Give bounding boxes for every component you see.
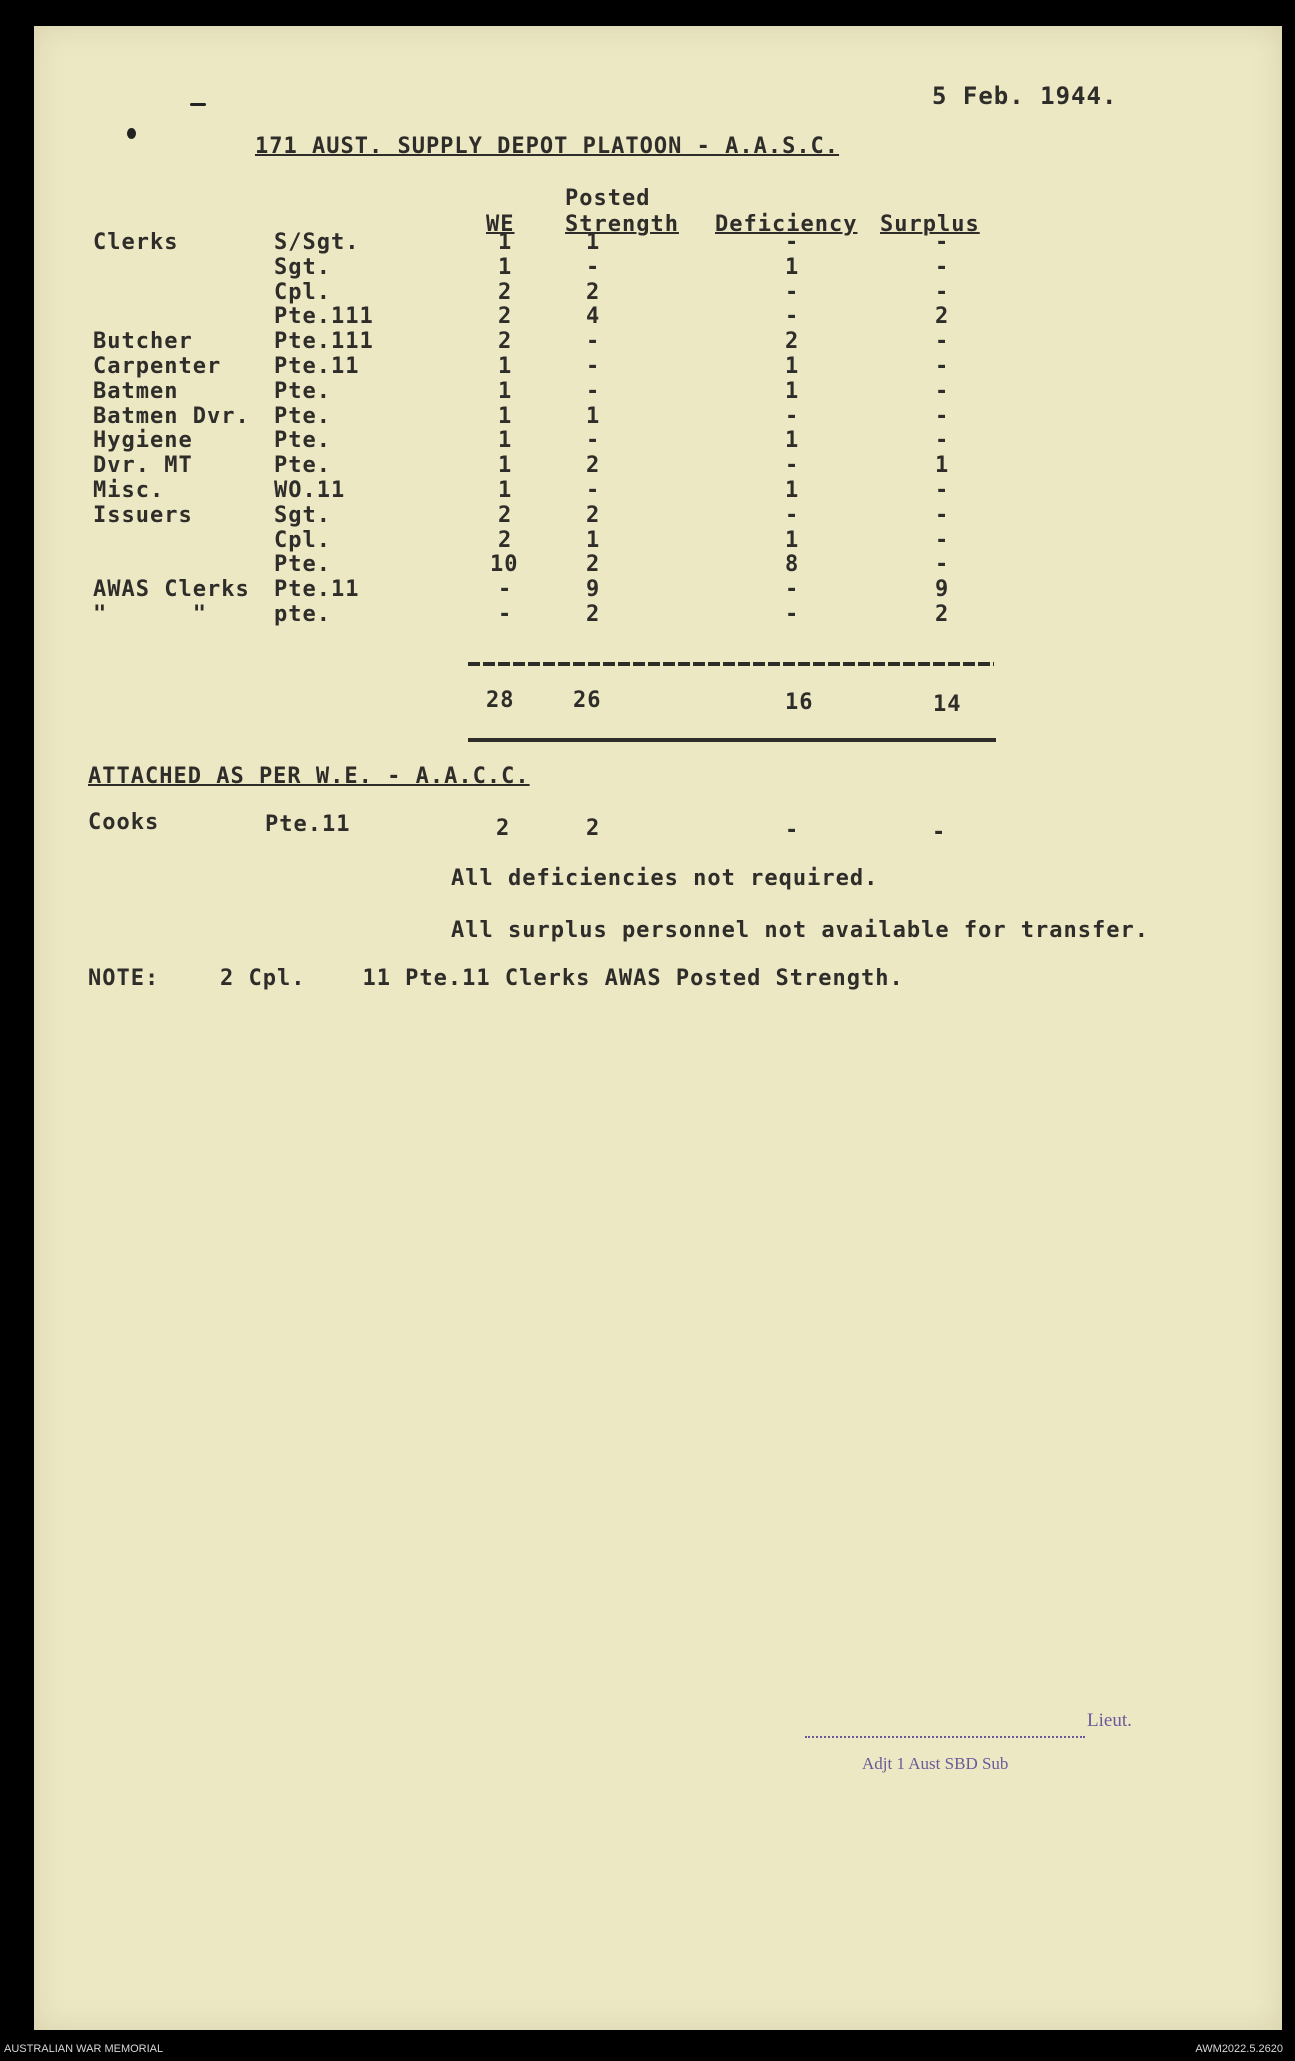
cooks-deficiency: - <box>785 818 800 843</box>
row-deficiency: 1 <box>785 527 800 553</box>
row-posted: 1 <box>586 403 601 429</box>
cooks-we: 2 <box>496 816 511 841</box>
row-posted: - <box>586 378 601 404</box>
row-deficiency: - <box>785 602 800 627</box>
row-deficiency: - <box>785 577 800 603</box>
row-rank: Sgt. <box>274 502 331 528</box>
row-posted: 9 <box>586 577 601 603</box>
note-label: NOTE: <box>88 966 160 991</box>
row-deficiency: - <box>785 453 800 479</box>
row-posted: 2 <box>586 279 601 305</box>
row-surplus: - <box>935 428 950 454</box>
row-deficiency: 1 <box>785 378 800 404</box>
row-posted: 2 <box>586 602 601 627</box>
row-rank: Pte.111 <box>274 304 374 330</box>
header-we: WE <box>486 212 515 237</box>
row-trade: Dvr. MT <box>93 453 193 479</box>
total-deficiency: 16 <box>785 690 814 715</box>
row-deficiency: - <box>785 403 800 429</box>
total-we: 28 <box>486 688 515 713</box>
header-deficiency: Deficiency <box>715 212 858 237</box>
row-we: 2 <box>498 329 513 355</box>
signature-line <box>805 1736 1085 1738</box>
header-surplus: Surplus <box>880 212 980 237</box>
row-we: 1 <box>498 403 513 429</box>
cooks-surplus: - <box>932 820 947 845</box>
total-surplus: 14 <box>933 692 962 717</box>
row-rank: Pte. <box>274 403 331 429</box>
row-rank: Pte. <box>274 552 331 578</box>
row-we: 10 <box>490 552 519 578</box>
row-deficiency: - <box>785 230 800 255</box>
row-rank: Pte.11 <box>274 577 360 603</box>
row-rank: Cpl. <box>274 527 331 553</box>
row-rank: Pte. <box>274 378 331 404</box>
document-date: 5 Feb. 1944. <box>932 82 1118 110</box>
row-surplus: 2 <box>935 304 950 330</box>
row-trade: Batmen Dvr. <box>93 403 250 429</box>
row-deficiency: 8 <box>785 552 800 578</box>
row-rank: Pte.111 <box>274 329 374 355</box>
signature-lieut: Lieut. <box>1087 1710 1132 1731</box>
row-deficiency: - <box>785 502 800 528</box>
row-we: 2 <box>498 502 513 528</box>
footer-right: AWM2022.5.2620 <box>1195 2043 1283 2055</box>
row-posted: - <box>586 478 601 503</box>
row-trade: " " <box>93 602 207 627</box>
table-rule-top <box>468 662 994 666</box>
row-posted: 2 <box>586 552 601 578</box>
row-posted: - <box>586 428 601 454</box>
row-trade: AWAS Clerks <box>93 577 250 603</box>
document-title: 171 AUST. SUPPLY DEPOT PLATOON - A.A.S.C. <box>255 134 840 159</box>
row-deficiency: 2 <box>785 329 800 355</box>
header-strength: Strength <box>565 212 679 237</box>
row-surplus: - <box>935 329 950 355</box>
row-we: 1 <box>498 478 513 503</box>
row-deficiency: 1 <box>785 478 800 503</box>
row-surplus: 2 <box>935 602 950 627</box>
row-posted: - <box>586 254 601 280</box>
note-deficiencies: All deficiencies not required. <box>451 866 879 891</box>
row-surplus: - <box>935 552 950 578</box>
row-we: 1 <box>498 453 513 479</box>
row-surplus: - <box>935 403 950 429</box>
row-rank: Pte. <box>274 453 331 479</box>
note-text: 2 Cpl. 11 Pte.11 Clerks AWAS Posted Strength. <box>220 966 904 991</box>
cooks-rank: Pte.11 <box>265 812 351 837</box>
row-trade: Carpenter <box>93 354 222 379</box>
row-we: 2 <box>498 304 513 330</box>
table-rule-bottom <box>468 738 996 742</box>
row-posted: 1 <box>586 230 601 255</box>
row-rank: Sgt. <box>274 254 331 280</box>
row-we: 1 <box>498 354 513 379</box>
row-posted: 2 <box>586 453 601 479</box>
cooks-posted: 2 <box>586 816 601 841</box>
row-posted: 4 <box>586 304 601 330</box>
pen-mark <box>190 103 206 106</box>
row-trade: Misc. <box>93 478 165 503</box>
row-deficiency: - <box>785 279 800 305</box>
row-rank: pte. <box>274 602 331 627</box>
row-surplus: - <box>935 378 950 404</box>
row-we: - <box>498 577 513 603</box>
row-we: 1 <box>498 230 513 255</box>
row-deficiency: 1 <box>785 254 800 280</box>
row-rank: WO.11 <box>274 478 346 503</box>
row-surplus: 9 <box>935 577 950 603</box>
row-trade: Butcher <box>93 329 193 355</box>
row-deficiency: 1 <box>785 428 800 454</box>
header-posted: Posted <box>565 186 651 211</box>
row-trade: Clerks <box>93 230 179 255</box>
footer-left: AUSTRALIAN WAR MEMORIAL <box>4 2043 164 2055</box>
signature-stamp: Adjt 1 Aust SBD Sub <box>862 1754 1009 1773</box>
row-deficiency: - <box>785 304 800 330</box>
row-posted: 2 <box>586 502 601 528</box>
row-we: 2 <box>498 279 513 305</box>
row-trade: Batmen <box>93 378 179 404</box>
row-surplus: - <box>935 478 950 503</box>
row-rank: Pte.11 <box>274 354 360 379</box>
row-rank: Pte. <box>274 428 331 454</box>
row-we: 1 <box>498 428 513 454</box>
row-surplus: - <box>935 502 950 528</box>
row-posted: - <box>586 354 601 379</box>
attached-heading: ATTACHED AS PER W.E. - A.A.C.C. <box>88 764 530 789</box>
row-surplus: - <box>935 279 950 305</box>
row-we: 1 <box>498 378 513 404</box>
row-trade: Issuers <box>93 502 193 528</box>
row-we: - <box>498 602 513 627</box>
row-deficiency: 1 <box>785 354 800 379</box>
row-rank: S/Sgt. <box>274 230 360 255</box>
row-we: 2 <box>498 527 513 553</box>
total-posted: 26 <box>573 688 602 713</box>
row-surplus: 1 <box>935 453 950 479</box>
row-surplus: - <box>935 527 950 553</box>
row-rank: Cpl. <box>274 279 331 305</box>
note-surplus: All surplus personnel not available for transfer. <box>451 918 1150 943</box>
row-surplus: - <box>935 230 950 255</box>
punch-mark <box>127 128 136 139</box>
row-surplus: - <box>935 354 950 379</box>
row-posted: 1 <box>586 527 601 553</box>
row-surplus: - <box>935 254 950 280</box>
cooks-trade: Cooks <box>88 810 160 835</box>
row-posted: - <box>586 329 601 355</box>
row-trade: Hygiene <box>93 428 193 454</box>
row-we: 1 <box>498 254 513 280</box>
